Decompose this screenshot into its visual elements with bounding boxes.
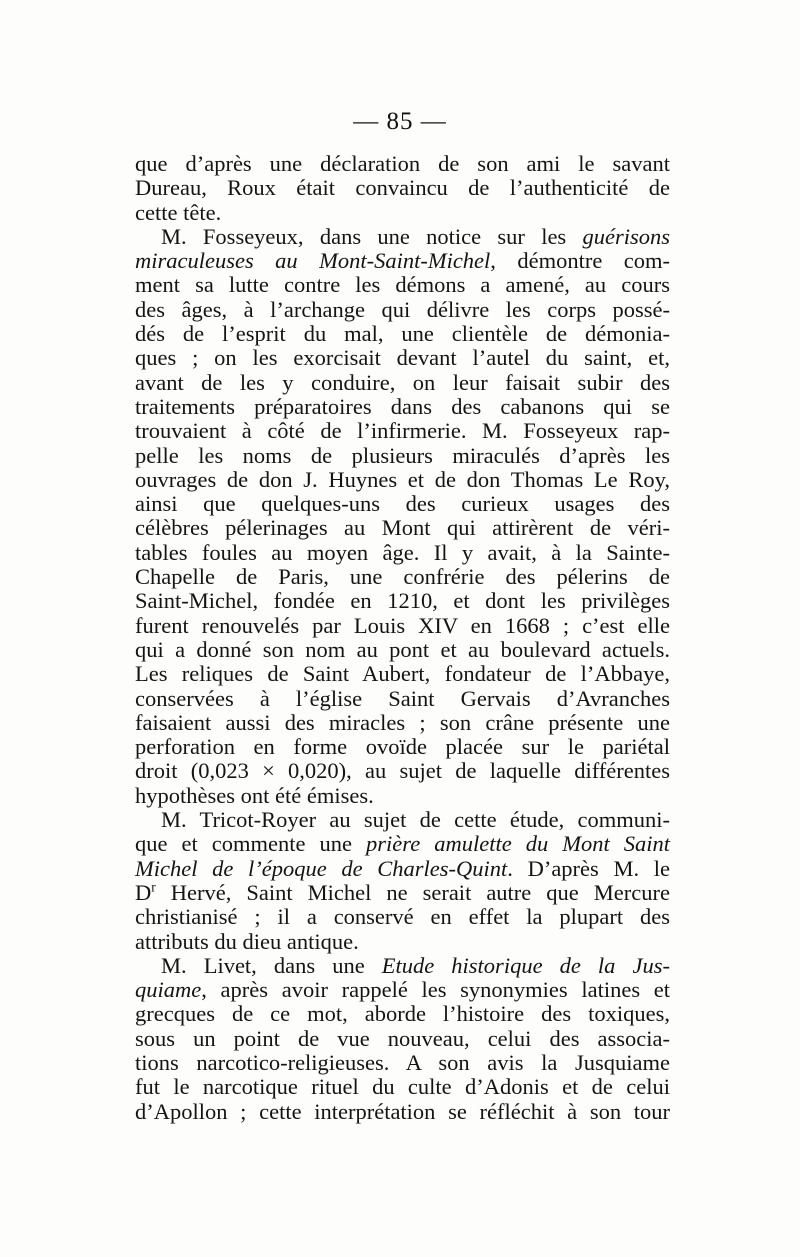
text-line: conservées à l’église Saint Gervais d’Avranches <box>135 685 670 711</box>
text-line: fut le narcotique rituel du culte d’Adonis et de celui <box>135 1074 670 1100</box>
text-line: $D^r$ Hervé, Saint Michel ne serait autre que Mercure <box>135 879 670 905</box>
text-line: Dureau, Roux était convaincu de l’authenticité de <box>135 175 670 201</box>
text-line: droit (0,023 × 0,020), au sujet de laquelle différentes <box>135 758 670 784</box>
paragraph-start-line: M. Tricot-Royer au sujet de cette étude, communi- <box>161 807 670 833</box>
text-line: Les reliques de Saint Aubert, fondateur de l’Abbaye, <box>135 661 670 687</box>
italic-title: Etude historique de la Jus- <box>381 952 670 978</box>
text-line: ainsi que quelques-uns des curieux usages des <box>135 491 670 517</box>
text-line: que d’après une déclaration de son ami le savant <box>135 151 670 176</box>
italic-title: prière amulette du Mont Saint <box>366 831 670 857</box>
text-line: faisaient aussi des miracles ; son crâne présente une <box>135 709 670 735</box>
text-line: hypothèses ont été émises. <box>135 782 374 808</box>
text-line: Saint-Michel, fondée en 1210, et dont les privilèges <box>135 588 670 614</box>
text-line: attributs du dieu antique. <box>135 928 359 954</box>
italic-title: guérisons <box>582 223 670 249</box>
body-text <box>135 152 670 1124</box>
text-line: miraculeuses au Mont-Saint-Michel, démontre com- <box>135 248 670 274</box>
italic-title: quiame <box>135 977 202 1003</box>
text-line: ouvrages de don J. Huynes et de don Thomas Le Roy, <box>135 466 670 492</box>
text-line: tions narcotico-religieuses. A son avis la Jusquiame <box>135 1049 670 1075</box>
text-line: grecques de ce mot, aborde l’histoire des toxiques, <box>135 1001 670 1027</box>
text-line: des âges, à l’archange qui délivre les corps possé- <box>135 296 670 322</box>
text-line: christianisé ; il a conservé en effet la plupart des <box>135 904 670 930</box>
text-line: furent renouvelés par Louis XIV en 1668 ; c’est elle <box>135 612 670 638</box>
text-line: qui a donné son nom au pont et au boulevard actuels. <box>135 636 670 662</box>
text-line: que et commente une prière amulette du Mont Saint <box>135 831 670 857</box>
text-line: célèbres pélerinages au Mont qui attirèrent de véri- <box>135 515 670 541</box>
text-line: ment sa lutte contre les démons a amené, au cours <box>135 272 670 298</box>
italic-title: Michel de l’époque de Charles-Quint <box>135 855 508 881</box>
text-line: d’Apollon ; cette interprétation se réfléchit à son tour <box>135 1098 670 1124</box>
text-line: Michel de l’époque de Charles-Quint. D’après M. le <box>135 855 670 881</box>
italic-title: miraculeuses au Mont-Saint-Michel <box>135 248 491 274</box>
text-line: perforation en forme ovoïde placée sur le pariétal <box>135 734 670 760</box>
text-line: Chapelle de Paris, une confrérie des pélerins de <box>135 564 670 590</box>
page-number: — 85 — <box>353 108 447 135</box>
text-line: tables foules au moyen âge. Il y avait, à la Sainte- <box>135 539 670 565</box>
superscript: r <box>151 879 156 895</box>
text-line: pelle les noms de plusieurs miraculés d’après les <box>135 442 670 468</box>
text-line: quiame, après avoir rappelé les synonymies latines et <box>135 977 670 1003</box>
text-line: traitements préparatoires dans des cabanons qui se <box>135 393 670 419</box>
paragraph-start-line: M. Livet, dans une Etude historique de la Jus- <box>161 952 670 978</box>
text-line: avant de les y conduire, on leur faisait subir des <box>135 369 670 395</box>
text-line: dés de l’esprit du mal, une clientèle de démonia- <box>135 321 670 347</box>
paragraph-start-line: M. Fosseyeux, dans une notice sur les guérisons <box>161 223 670 249</box>
text-line: ques ; on les exorcisait devant l’autel du saint, et, <box>135 345 670 371</box>
text-line: cette tête. <box>135 199 222 225</box>
text-line: sous un point de vue nouveau, celui des associa- <box>135 1025 670 1051</box>
text-line: trouvaient à côté de l’infirmerie. M. Fosseyeux rap- <box>135 418 670 444</box>
